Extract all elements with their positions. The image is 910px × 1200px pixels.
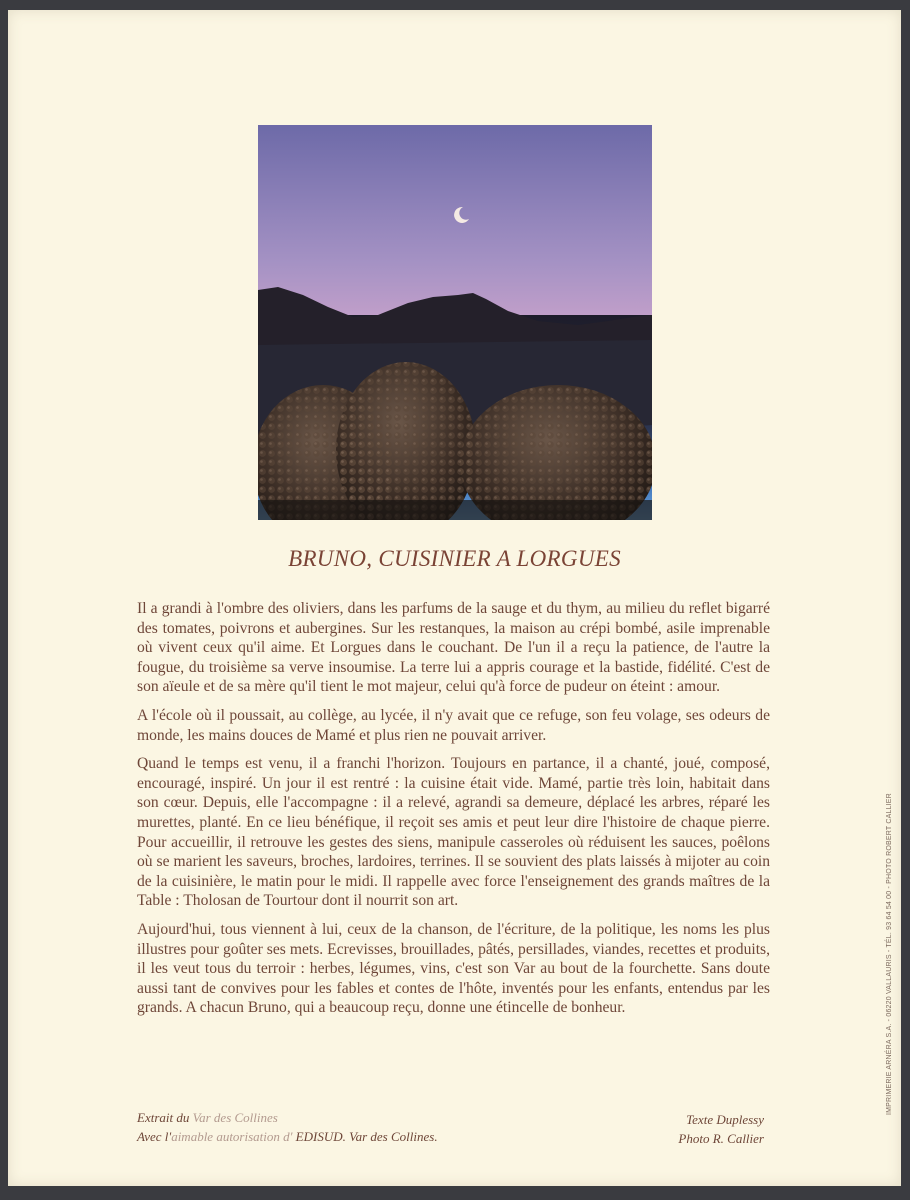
source-prefix: Extrait du	[137, 1110, 193, 1125]
paragraph-4: Aujourd'hui, tous viennent à lui, ceux de la chanson, de l'écriture, de la politique, les noms les plus illustres pour goûter ses mets. Ecrevisses, brouillades, pâtés, persillades, viandes, recettes et produits, il les veut tous du terroir : herbes, légumes, vins, c'est son Var au bout de la fourchette. Sans doute aussi tant de convives pour les fables et contes de l'hôte, inventés pour les enfants, entendus par les grands. A chacun Bruno, qui a beaucoup reçu, donne une étincelle de bonheur.	[137, 920, 770, 1017]
back-cover-page	[8, 10, 901, 1186]
credits	[678, 1110, 764, 1148]
source-line-1	[137, 1108, 438, 1127]
source-line-2	[137, 1127, 438, 1146]
permission-faded-text: aimable autorisation d'	[171, 1129, 293, 1144]
permission-publisher: EDISUD. Var des Collines.	[292, 1129, 438, 1144]
printer-credit-vertical: IMPRIMERIE ARNÉRA S.A. - 06220 VALLAURIS - TÉL. 93 64 54 00 - PHOTO ROBERT CALLIER	[886, 793, 893, 1115]
article-body	[137, 599, 770, 1027]
photo-credit: Photo R. Callier	[678, 1131, 764, 1146]
paragraph-2: A l'école où il poussait, au collège, au lycée, il n'y avait que ce refuge, son feu volage, ses odeurs de monde, les mains douces de Mamé et plus rien ne pouvait arriver.	[137, 706, 770, 744]
permission-prefix: Avec l'	[137, 1129, 172, 1144]
source-title: Var des Collines	[192, 1110, 278, 1125]
page-title: BRUNO, CUISINIER A LORGUES	[288, 546, 621, 571]
photo-illustration	[258, 125, 652, 520]
cover-photo-truffles-sunset	[258, 125, 652, 520]
source-attribution	[137, 1108, 438, 1146]
text-credit: Texte Duplessy	[686, 1112, 764, 1127]
paragraph-1: Il a grandi à l'ombre des oliviers, dans les parfums de la sauge et du thym, au milieu du reflet bigarré des tomates, poivrons et aubergines. Sur les restanques, la maison au crépi bombé, asile imprenable où vivent ceux qu'il aime. Et Lorgues dans le couchant. De l'un il a reçu la patience, de l'autre la fougue, du troisième sa verve insoumise. La terre lui a appris courage et la bastide, fidélité. C'est de son aïeule et de sa mère qu'il tient le mot majeur, celui qu'à force de pudeur on éteint : amour.	[137, 600, 770, 696]
paragraph-3: Quand le temps est venu, il a franchi l'horizon. Toujours en partance, il a chanté, joué, composé, encouragé, inspiré. Un jour il est rentré : la cuisine était vide. Mamé, partie très loin, habitait dans son cœur. Depuis, elle l'accompagne : il a relevé, agrandi sa demeure, déplacé les arbres, réparé les murettes, planté. En ce lieu bénéfique, il reçoit ses amis et peut leur dire l'histoire de chaque pierre. Pour accueillir, il retrouve les gestes des siens, manipule casseroles où réduisent les sauces, poêlons où se marient les saveurs, broches, lardoires, terrines. Il se souvient des plats laissés à mijoter au coin de la cuisinière, le matin pour le midi. Il rappelle avec force l'enseignement des grands maîtres de la Table : Tholosan de Tourtour dont il nourrit son art.	[137, 755, 770, 910]
